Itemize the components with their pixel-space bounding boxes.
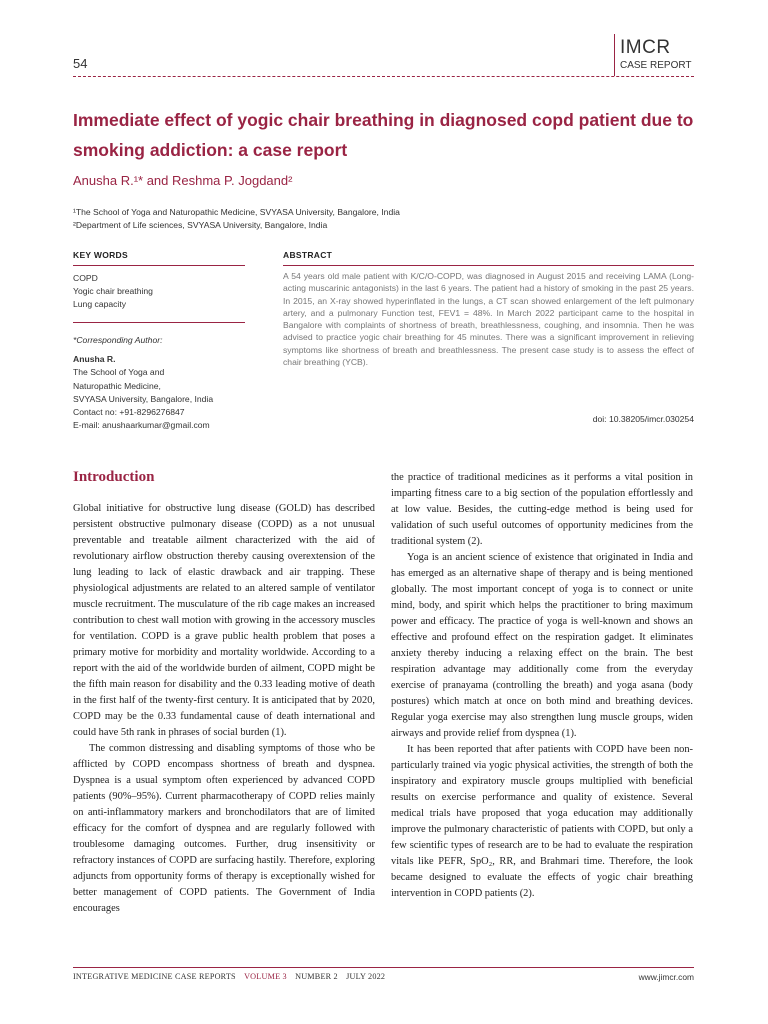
paragraph: Global initiative for obstructive lung disease (GOLD) has described persistent obstructive pulmonary disease (COPD) as a not unusual preventable and treatable ailment characterized with the aid of revolutionary airflow obstruction thereby causing overextension of the lung leading to lack of elastic drawback and air trapping. These physiological adjustments are related to an altered sample of ventilator muscle recruitment. The musculature of the rib cage makes an increased contribution to chest wall motion with growing in the accessory muscles for ventilation. COPD is a grave public health problem that poses a primary motive for morbidity and mortality worldwide. According to a report with the aid of the worldwide burden of ailment, COPD might be the fifth main reason for disability and the 0.33 leading motive of death in the first half of the twenty-first century. It is anticipated that by 2020, COPD may be the 0.33 fundamental cause of death international and could have 5th rank in phrases of social burden (1).	[73, 503, 375, 738]
footer-number: NUMBER 2	[295, 972, 338, 981]
keyword-item: Yogic chair breathing	[73, 286, 153, 296]
affiliation-1: ¹The School of Yoga and Naturopathic Medicine, SVYASA University, Bangalore, India	[73, 207, 400, 217]
paragraph: Yoga is an ancient science of existence that originated in India and has emerged as an alternative shape of therapy and is being mentioned globally. The most important concept of yoga is to connect or unite mind, body, and spirit which helps the practitioner to bring maximum power and efficacy. The practice of yoga is well-known and shows an effective and profound effect on the respiration gadget. It eliminates anxiety thereby inducing a relaxing effect on the brain. The best respiration advantage may additionally come from the everyday exercise of pranayama (controlling the breath) and yoga asana (body postures) which match at once on both mind and breathing devices. Regular yoga exercise may also strengthen lung muscle groups, widen airways and provide relief from dyspnea (1).	[391, 552, 693, 739]
keywords-divider-top	[73, 265, 245, 266]
article-title: Immediate effect of yogic chair breathing in diagnosed copd patient due to smoking addiction: a case report	[73, 110, 694, 160]
footer-volume: VOLUME 3	[244, 972, 287, 981]
page-number: 54	[73, 56, 88, 71]
keyword-item: COPD	[73, 273, 98, 283]
introduction-heading: Introduction	[73, 469, 155, 485]
corresponding-line: SVYASA University, Bangalore, India	[73, 393, 214, 404]
keyword-item: Lung capacity	[73, 299, 127, 309]
corresponding-author	[73, 334, 245, 432]
doi: doi: 10.38205/imcr.030254	[592, 414, 694, 424]
paragraph: the practice of traditional medicines as it performs a vital position in imparting fitness care to a big section of the population effortlessly and at low value. Besides, the cutting-edge method is being used for validation of such useful outcomes of opportunity medicines from the traditional system (2).	[391, 472, 693, 547]
corresponding-contact: Contact no: +91-8296276847	[73, 407, 185, 418]
authors: Anusha R.¹* and Reshma P. Jogdand²	[73, 173, 293, 188]
keywords-heading: KEY WORDS	[73, 250, 128, 260]
body-column-right	[391, 470, 693, 902]
footer-journal-info	[73, 972, 385, 981]
abstract-text: A 54 years old male patient with K/C/O-COPD, was diagnosed in August 2015 and receiving LAMA (Long-acting muscarinic antagonists) in the last 6 years. The patient had a history of smoking in the past 25 years. In 2015, an X-ray showed hyperinflated in the lungs, a CT scan showed enlargement of the left pulmonary artery, and a pulmonary Function test, FEV1 = 48%. In March 2022 participant came to the hospital in Bangalore with complaints of shortness of breath, breathlessness, coughing, and insomnia. Then he was advised to practice yogic chair breathing for 45 minutes. There was a significant improvement in relieving symptoms like shortness of breath and breathlessness. The present case study is to assess the effect of chair breathing (YCB).	[283, 271, 694, 368]
corresponding-label: *Corresponding Author:	[73, 335, 163, 345]
footer-date: JULY 2022	[346, 972, 386, 981]
corresponding-email: E-mail: anushaarkumar@gmail.com	[73, 420, 210, 431]
corresponding-line: The School of Yoga and	[73, 367, 165, 378]
header-divider	[73, 76, 694, 77]
footer-journal-name: INTEGRATIVE MEDICINE CASE REPORTS	[73, 972, 236, 981]
corresponding-line: Naturopathic Medicine,	[73, 380, 161, 391]
footer-divider	[73, 967, 694, 968]
abstract-divider	[283, 265, 694, 266]
paragraph: The common distressing and disabling symptoms of those who be afflicted by COPD encompass shortness of breath and dyspnea. Dyspnea is a usual symptom often experienced by advanced COPD patients (90%–95%). Current pharmacotherapy of COPD relies mainly on anti-inflammatory markers and bronchodilators that are of limited efficacy for the comfort of dyspnea and are regularly followed with troublesome damaging outcomes. Further, drug insensitivity or refractory instances of COPD are surfacing hastily. Therefore, exploring adjuncts from opportunity forms of therapy is exceptionally wished for better management of COPD patients. The Government of India encourages	[73, 743, 375, 914]
corresponding-name: Anusha R.	[73, 354, 116, 365]
abstract-heading: ABSTRACT	[283, 250, 333, 260]
footer-website-link[interactable]: www.jimcr.com	[638, 972, 694, 982]
body-column-left	[73, 501, 375, 917]
affiliation-2: ²Department of Life sciences, SVYASA University, Bangalore, India	[73, 220, 328, 230]
journal-short-name: IMCR	[620, 37, 671, 58]
paragraph: It has been reported that after patients with COPD have been non-particularly trained via yogic physical activities, the strength of both the inspiratory and expiratory muscle groups multiplied with beneficial results on exercise performance and quality of existence. Several medical trials have proposed that yoga education may additionally improve the pulmonary characteristic of patients with COPD, but only a few scientific types of research are to be had to evaluate the respiration vitals like PEFR, SpO₂, RR, and Brahmari time. Therefore, the look became designed to evaluate the effects of yogic chair breathing intervention in COPD patients (2).	[391, 744, 693, 899]
keywords-divider-bottom	[73, 322, 245, 323]
keywords-list	[73, 272, 153, 311]
article-type: CASE REPORT	[620, 60, 692, 71]
